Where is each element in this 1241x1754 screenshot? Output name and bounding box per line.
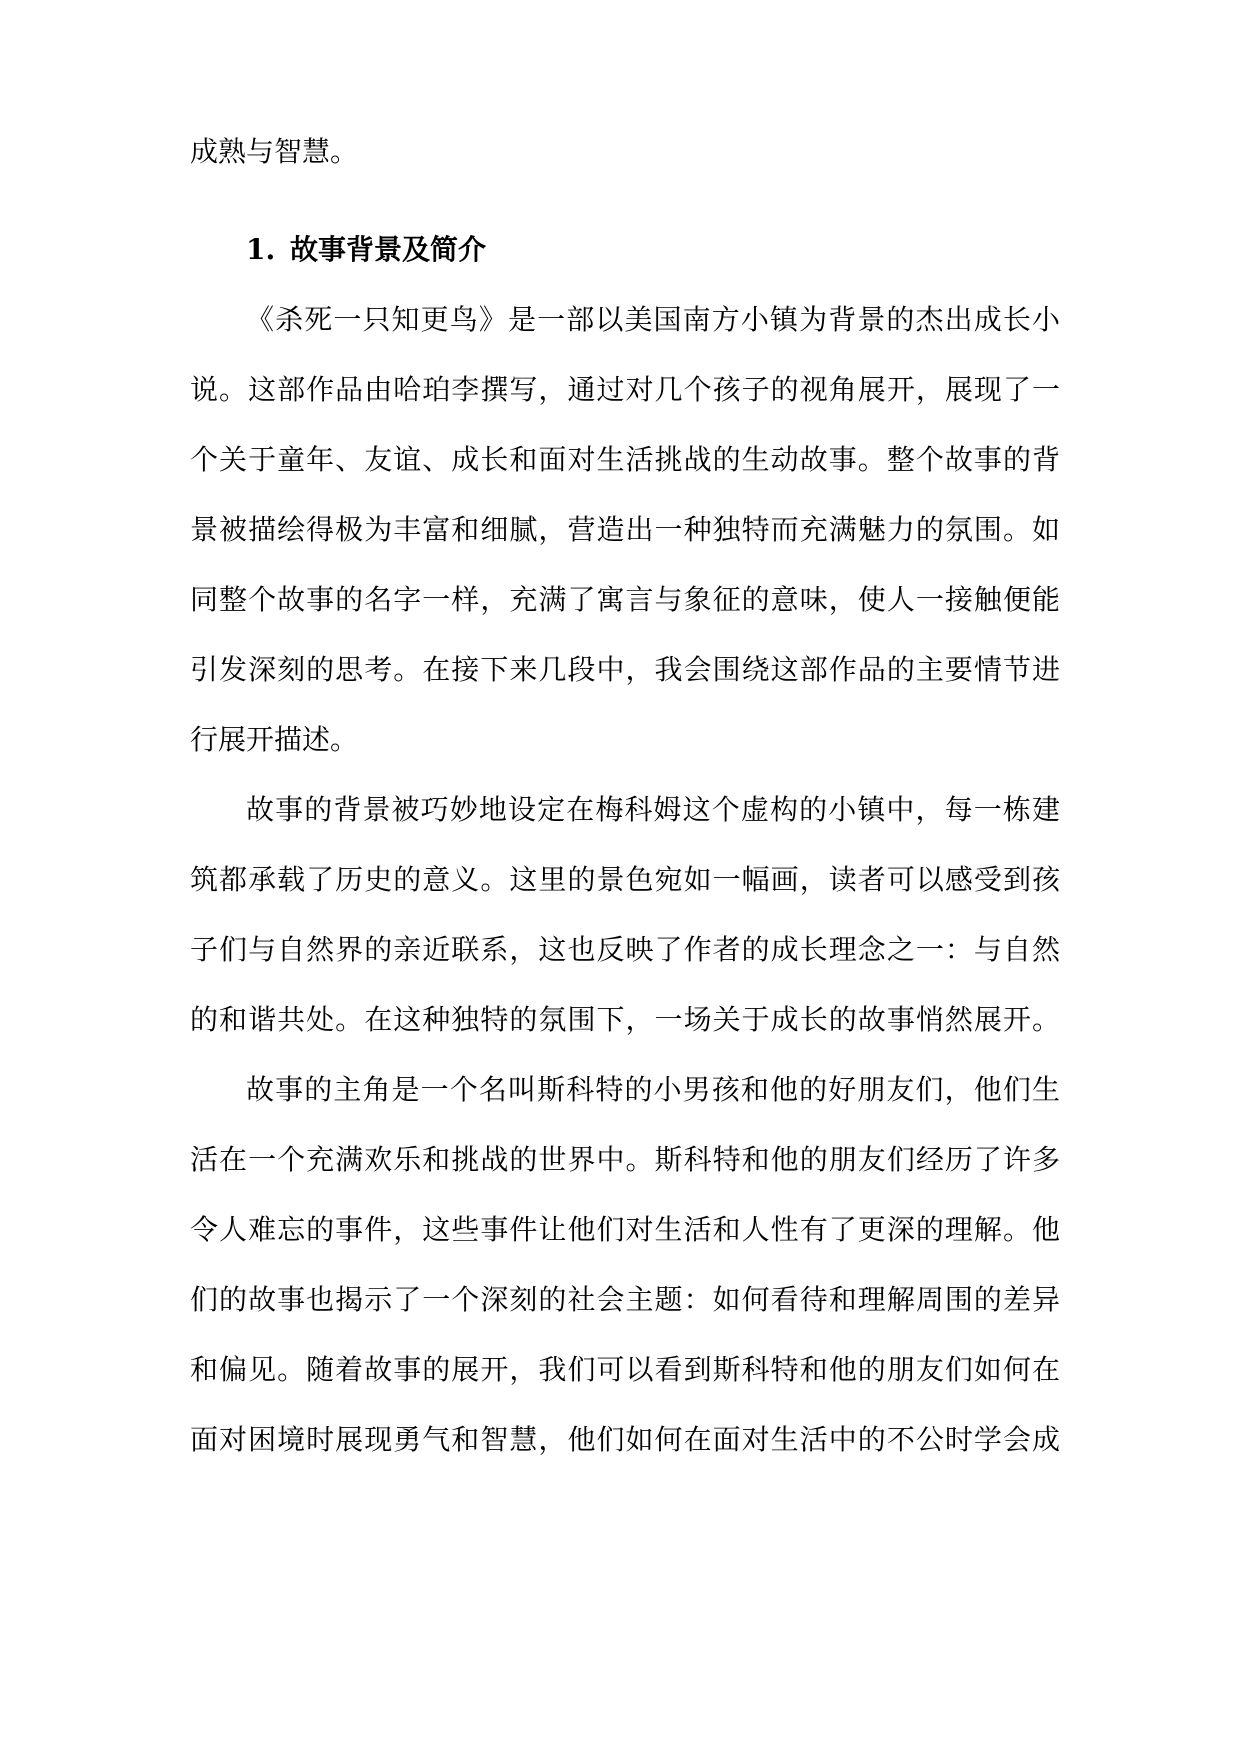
paragraph-1-line-4: 景被描绘得极为丰富和细腻，营造出一种独特而充满魅力的氛围。如 [190,513,1060,546]
paragraph-2-line-3: 子们与自然界的亲近联系，这也反映了作者的成长理念之一：与自然 [190,933,1060,966]
paragraph-1-line-2: 说。这部作品由哈珀李撰写，通过对几个孩子的视角展开，展现了一 [190,373,1060,406]
section-heading-text: 故事背景及简介 [290,233,487,266]
paragraph-1-line-1: 《杀死一只知更鸟》是一部以美国南方小镇为背景的杰出成长小 [246,303,1060,336]
paragraph-1-line-3: 个关于童年、友谊、成长和面对生活挑战的生动故事。整个故事的背 [190,443,1060,476]
section-heading-number: 1. [246,233,276,266]
paragraph-3-line-6: 面对困境时展现勇气和智慧，他们如何在面对生活中的不公时学会成 [190,1423,1060,1456]
paragraph-2-line-1: 故事的背景被巧妙地设定在梅科姆这个虚构的小镇中，每一栋建 [246,793,1060,826]
paragraph-1-line-6: 引发深刻的思考。在接下来几段中，我会围绕这部作品的主要情节进 [190,653,1060,686]
section-heading [246,230,646,270]
paragraph-3-line-3: 令人难忘的事件，这些事件让他们对生活和人性有了更深的理解。他 [190,1213,1060,1246]
paragraph-3-line-5: 和偏见。随着故事的展开，我们可以看到斯科特和他的朋友们如何在 [190,1353,1060,1386]
paragraph-2-line-2: 筑都承载了历史的意义。这里的景色宛如一幅画，读者可以感受到孩 [190,863,1060,896]
paragraph-2-line-4: 的和谐共处。在这种独特的氛围下，一场关于成长的故事悄然展开。 [190,1003,1060,1036]
paragraph-0-line-1: 成熟与智慧。 [190,135,359,168]
paragraph-3-line-4: 们的故事也揭示了一个深刻的社会主题：如何看待和理解周围的差异 [190,1283,1060,1316]
paragraph-3-line-1: 故事的主角是一个名叫斯科特的小男孩和他的好朋友们，他们生 [246,1073,1060,1106]
paragraph-1-line-5: 同整个故事的名字一样，充满了寓言与象征的意味，使人一接触便能 [190,583,1060,616]
paragraph-1-line-7: 行展开描述。 [190,723,359,756]
paragraph-3-line-2: 活在一个充满欢乐和挑战的世界中。斯科特和他的朋友们经历了许多 [190,1143,1060,1176]
